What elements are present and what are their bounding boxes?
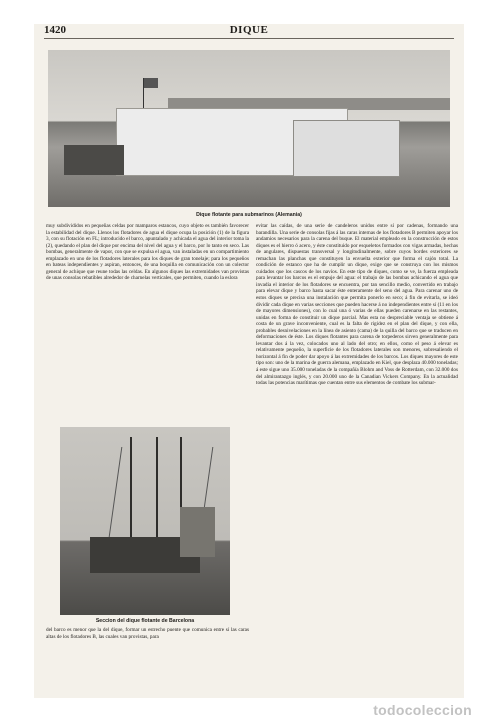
page-number: 1420: [44, 24, 66, 36]
left-column-bottom: [46, 627, 249, 697]
left-column-top-text: muy subdivididos en pequeñas celdas por mamparos estancos, cuyo objeto es también favorecer la estabilidad del dique. Llenos los flotadores de agua el dique ocupa la posición (1) de la figura 3, con su flotación en FL; introducido el barco, apuntalado y achicada el agua del interior toma la (2), quedando el plan del dique por encima del nivel del agua y el barco, por lo tanto en seco. Las bombas, generalmente de vapor, con que se expulsa el agua, van instaladas en un compartimiento emplazado en uno de los flotadores laterales para los diques de gran tonelaje; para los pequeños en bateas independientes y aspiran, entonces, de una boquilla en comunicación con un colector general de achique que reune todas las celdas. En algunos diques las extremidades van provistas de unas consolas rebatibles alrededor de charnelas verticales, que permiten, cuando la eslora: [46, 223, 249, 282]
photo-mast-main: [156, 437, 158, 542]
page-title: DIQUE: [229, 24, 269, 36]
ship-in-dock-photo: [60, 427, 230, 615]
document-page: [34, 24, 464, 698]
right-column: [256, 223, 458, 698]
top-photo-caption: Dique flotante para submarinos (Alemania): [196, 212, 302, 218]
photo-dock-section: [293, 120, 400, 177]
watermark-text: todocoleccion: [373, 702, 472, 718]
watermark-bar: [0, 698, 482, 725]
header-rule: [44, 38, 454, 39]
page-header: [34, 24, 464, 38]
photo-mast-fore: [130, 437, 132, 547]
left-column-bottom-text: del barco es menor que la del dique, formar un estrecho puente que comunica entre sí las caras altas de los flotadores B, las cuales van provistas, para: [46, 627, 249, 640]
photo-dock-structure: [180, 507, 215, 557]
photo-flag: [144, 78, 158, 88]
left-column-top: [46, 223, 249, 409]
right-column-text: evitar las caídas, de una serie de candeleros unidos entre sí por cadenas, formando una barandilla. Una serie de consolas fijas á las caras internas de los flotadores B permiten apoyar los andamios necesarios para la carena del buque. El material empleado en la construcción de estos diques es el hierro ó acero, y éste constituido por esqueletos formados con vigas armadas, hechas de angulares, dispuestas transversal y longitudinalmente, sobre cuyos bordes exteriores se remachan las planchas que constituyen la envuelta exterior que forma el cajón total. La condición de estanco que ha de cumplir un dique, exige que se construya con los mismos cuidados que los cascos de los navíos. En este tipo de diques, como se ve, la fuerza empleada para levantar los barcos es el empuje del agua: el trabajo de las bombas achicando el agua que invadía el interior de los flotadores se encuentra, por tan sencillo medio, convertido en trabajo para elevar dique y barco hasta sacar éste enteramente del seno del agua. Para carenar uno de estos diques se precisa una instalación que permita ponerlo en seco; á fin de evitarla, se ideó dividir cada dique en varias secciones que pueden hacerse á no independientes entre sí (11 en los de mayores dimensiones), con lo cual una ó varias de ellas pueden carenarse en las restantes, unidas en forma de constituir un dique parcial. Mas esta no despreciable ventaja se obtiene á costa de un grave inconveniente, cual es la falta de rigidez en el plan del dique, y con ella, probables desnivelaciones en la línea de asiento (cama) de la quilla del barco que se traducen en deformaciones de éste. Los diques flotantes para carena de torpederos sirven generalmente para levantar dos á la vez, colocados uno al lado del otro; en ellos, como el peso á elevar es relativamente pequeño, la superficie de los flotadores laterales son menores, sobresaliendo el horizontal á fin de poder dar apoyo á las extremidades de los barcos. Los diques mayores de este tipo son: uno de la marina de guerra alemana, emplazado en Kiel, que desplaza 40.000 toneladas; á este sigue uno 35.000 toneladas de la compañía Blohm and Voss de Rotterdam, con 32.000 dos del almirantazgo inglés, y con 20.000 uno de la Canadian Vickers Company. En la actualidad todas las potencias marítimas que cuentan entre sus elementos de combate los submar-: [256, 223, 458, 387]
ship-photo-caption: Seccion del dique flotante de Barcelona: [95, 618, 195, 624]
photo-boat: [64, 145, 124, 175]
floating-dock-photo: [48, 50, 450, 207]
